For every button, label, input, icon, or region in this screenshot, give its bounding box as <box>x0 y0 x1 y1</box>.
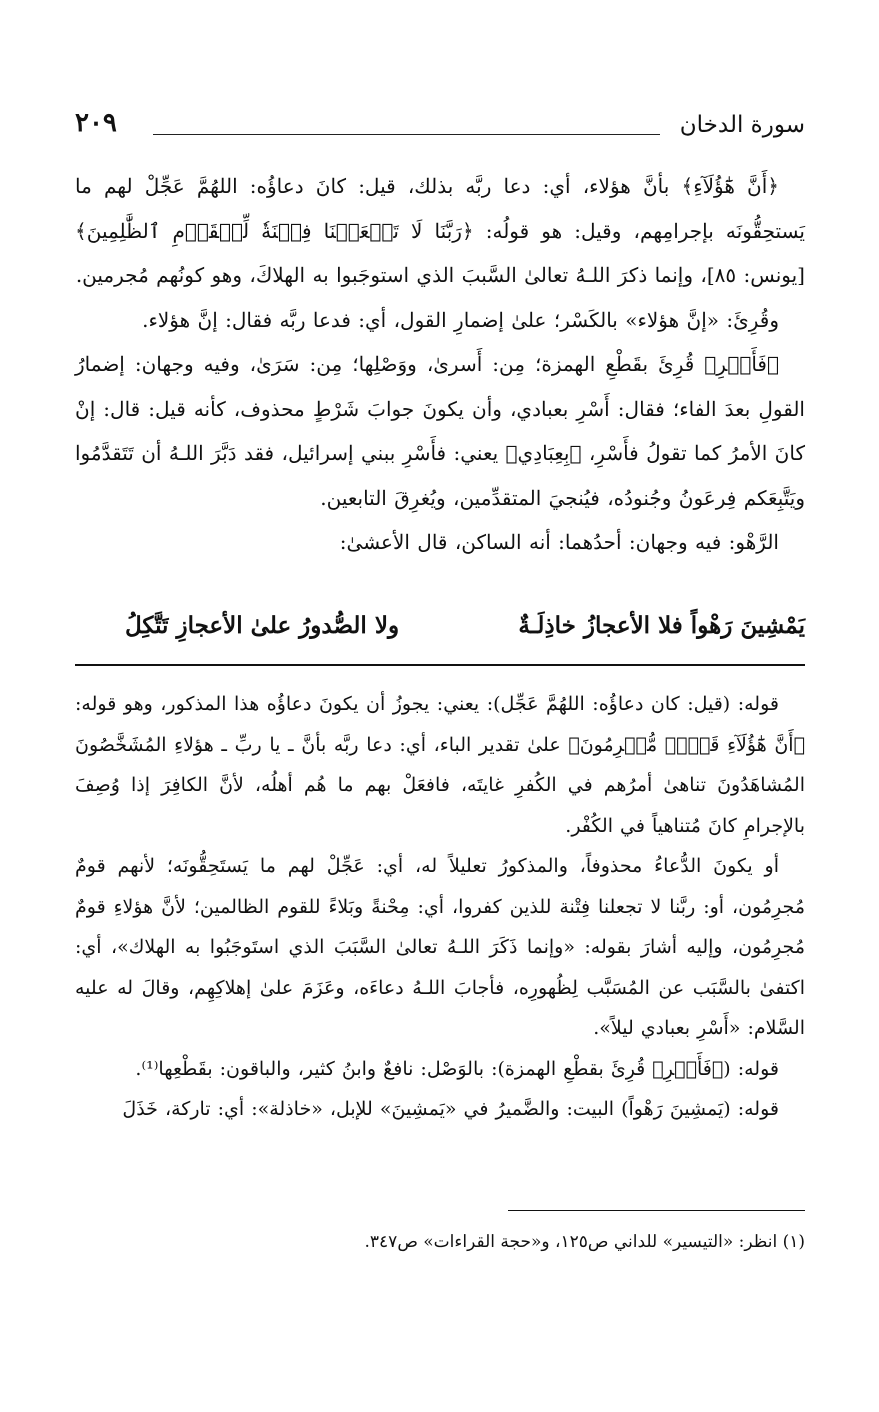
page-header <box>75 108 805 152</box>
footnote: (١) انظر: «التيسير» للداني ص١٢٥، و«حجة القراءات» ص٣٤٧. <box>364 1232 805 1252</box>
verse-first-hemistich: يَمْشِينَ رَهْواً فلا الأعجازُ خاذِلَـةٌ <box>518 612 805 639</box>
main-paragraph: وقُرِئَ: «إنَّ هؤلاء» بالكَسْر؛ علىٰ إضمارِ القول، أي: فدعا ربَّه فقال: إنَّ هؤلاء. <box>142 307 779 332</box>
commentary-paragraph: قوله: (قيل: كان دعاؤُه: اللهُمَّ عَجِّل): يعني: يجوزُ أن يكونَ دعاؤُه هذا المذكور، وهو قوله: ﴿أَنَّ هَٰٓؤُلَآءِ قَوۡمٞ مُّجۡرِمُونَ﴾ علىٰ تقدير الباء، أي: دعا ربَّه بأنَّ ـ يا ربِّ ـ هؤلاءِ المُشَخَّصُونَ المُشاهَدُونَ تناهىٰ أمرُهم في الكُفرِ غايتَه، فافعَلْ بهم ما هُم أهلُه، لأنَّ الكافِرَ إذا وُصِفَ بالإجرامِ كانَ مُتناهياً في الكُفْر. <box>75 693 805 837</box>
verse-second-hemistich: ولا الصُّدورُ علىٰ الأعجازِ تَتَّكِلُ <box>125 612 400 639</box>
main-paragraph: الرَّهْو: فيه وجهان: أحدُهما: أنه الساكن، قال الأعشىٰ: <box>339 530 779 554</box>
section-divider <box>75 664 805 666</box>
main-paragraph: ﴿أَنَّ هَٰٓؤُلَآءِ﴾ بأنَّ هؤلاء، أي: دعا ربَّه بذلك، قيل: كانَ دعاؤُه: اللهُمَّ عَجِّلْ لهم ما يَستحِقُّونَه بإجرامِهم، وقيل: هو قولُه: ﴿رَبَّنَا لَا تَجۡعَلۡنَا فِتۡنَةٗ لِّلۡقَوۡمِ ٱلظَّٰلِمِينَ﴾ [يونس: ٨٥]، وإنما ذكرَ اللـهُ تعالىٰ السَّببَ الذي استوجَبوا به الهلاكَ، وهو كونُهم مُجرمين. <box>75 174 805 287</box>
commentary-paragraph: قوله: (يَمشِينَ رَهْواً) البيت: والضَّميرُ في «يَمشِينَ» للإبل، «خاذلة»: أي: تاركة، خَذَلَ <box>122 1098 779 1120</box>
surah-title: سورة الدخان <box>679 112 805 138</box>
commentary-paragraph: أو يكونَ الدُّعاءُ محذوفاً، والمذكورُ تعليلاً له، أي: عَجِّلْ لهم ما يَستَحِقُّونَه؛ لأنهم قومٌ مُجرِمُون، أو: ربَّنا لا تجعلنا فِتْنة للذين كفروا، أي: مِحْنةً وبَلاءً للقوم الظالمين؛ لأنَّ هؤلاءِ قومٌ مُجرِمُون، وإليه أشارَ بقوله: «وإنما ذَكَرَ اللـهُ تعالىٰ السَّبَبَ الذي استَوجَبُوا به الهلاك»، أي: اكتفىٰ بالسَّبَب عن المُسَبَّب لِظُهورِه، فأجابَ اللـهُ دعاءَه، وعَزَمَ علىٰ إهلاكِهِم، وقالَ له عليه السَّلام: «أَسْرِ بعبادي ليلاً». <box>75 855 805 1039</box>
main-paragraph: ﴿فَأَسۡرِ﴾ قُرِئَ بقَطْعِ الهمزة؛ مِن: أَسرىٰ، ووَصْلِها؛ مِن: سَرَىٰ، وفيه وجهان: إضمارُ القولِ بعدَ الفاء؛ فقال: أَسْرِ بعبادي، وأن يكونَ جوابَ شَرْطٍ محذوف، كأنه قيل: قال: إنْ كانَ الأمرُ كما تقولُ فأَسْرِ، ﴿بِعِبَادِي﴾ يعني: فأَسْرِ ببني إسرائيل، فقد دَبَّرَ اللـهُ أن تَتَقدَّمُوا ويَتَّبِعَكم فِرعَونُ وجُنودُه، فيُنجيَ المتقدِّمين، ويُغرِقَ التابعين. <box>75 352 805 510</box>
footnote-rule <box>508 1210 805 1211</box>
header-rule <box>153 134 660 135</box>
poetry-verse <box>75 612 805 662</box>
commentary-paragraph: قوله: (﴿فَأَسۡرِ﴾ قُرِئَ بقطْعِ الهمزة): بالوَصْل: نافعٌ وابنُ كثير، والباقون: بقَطْعِها⁽¹⁾. <box>135 1057 779 1080</box>
page-number: ٢٠٩ <box>75 108 117 138</box>
commentary-text <box>75 684 805 1130</box>
main-text <box>75 164 805 565</box>
